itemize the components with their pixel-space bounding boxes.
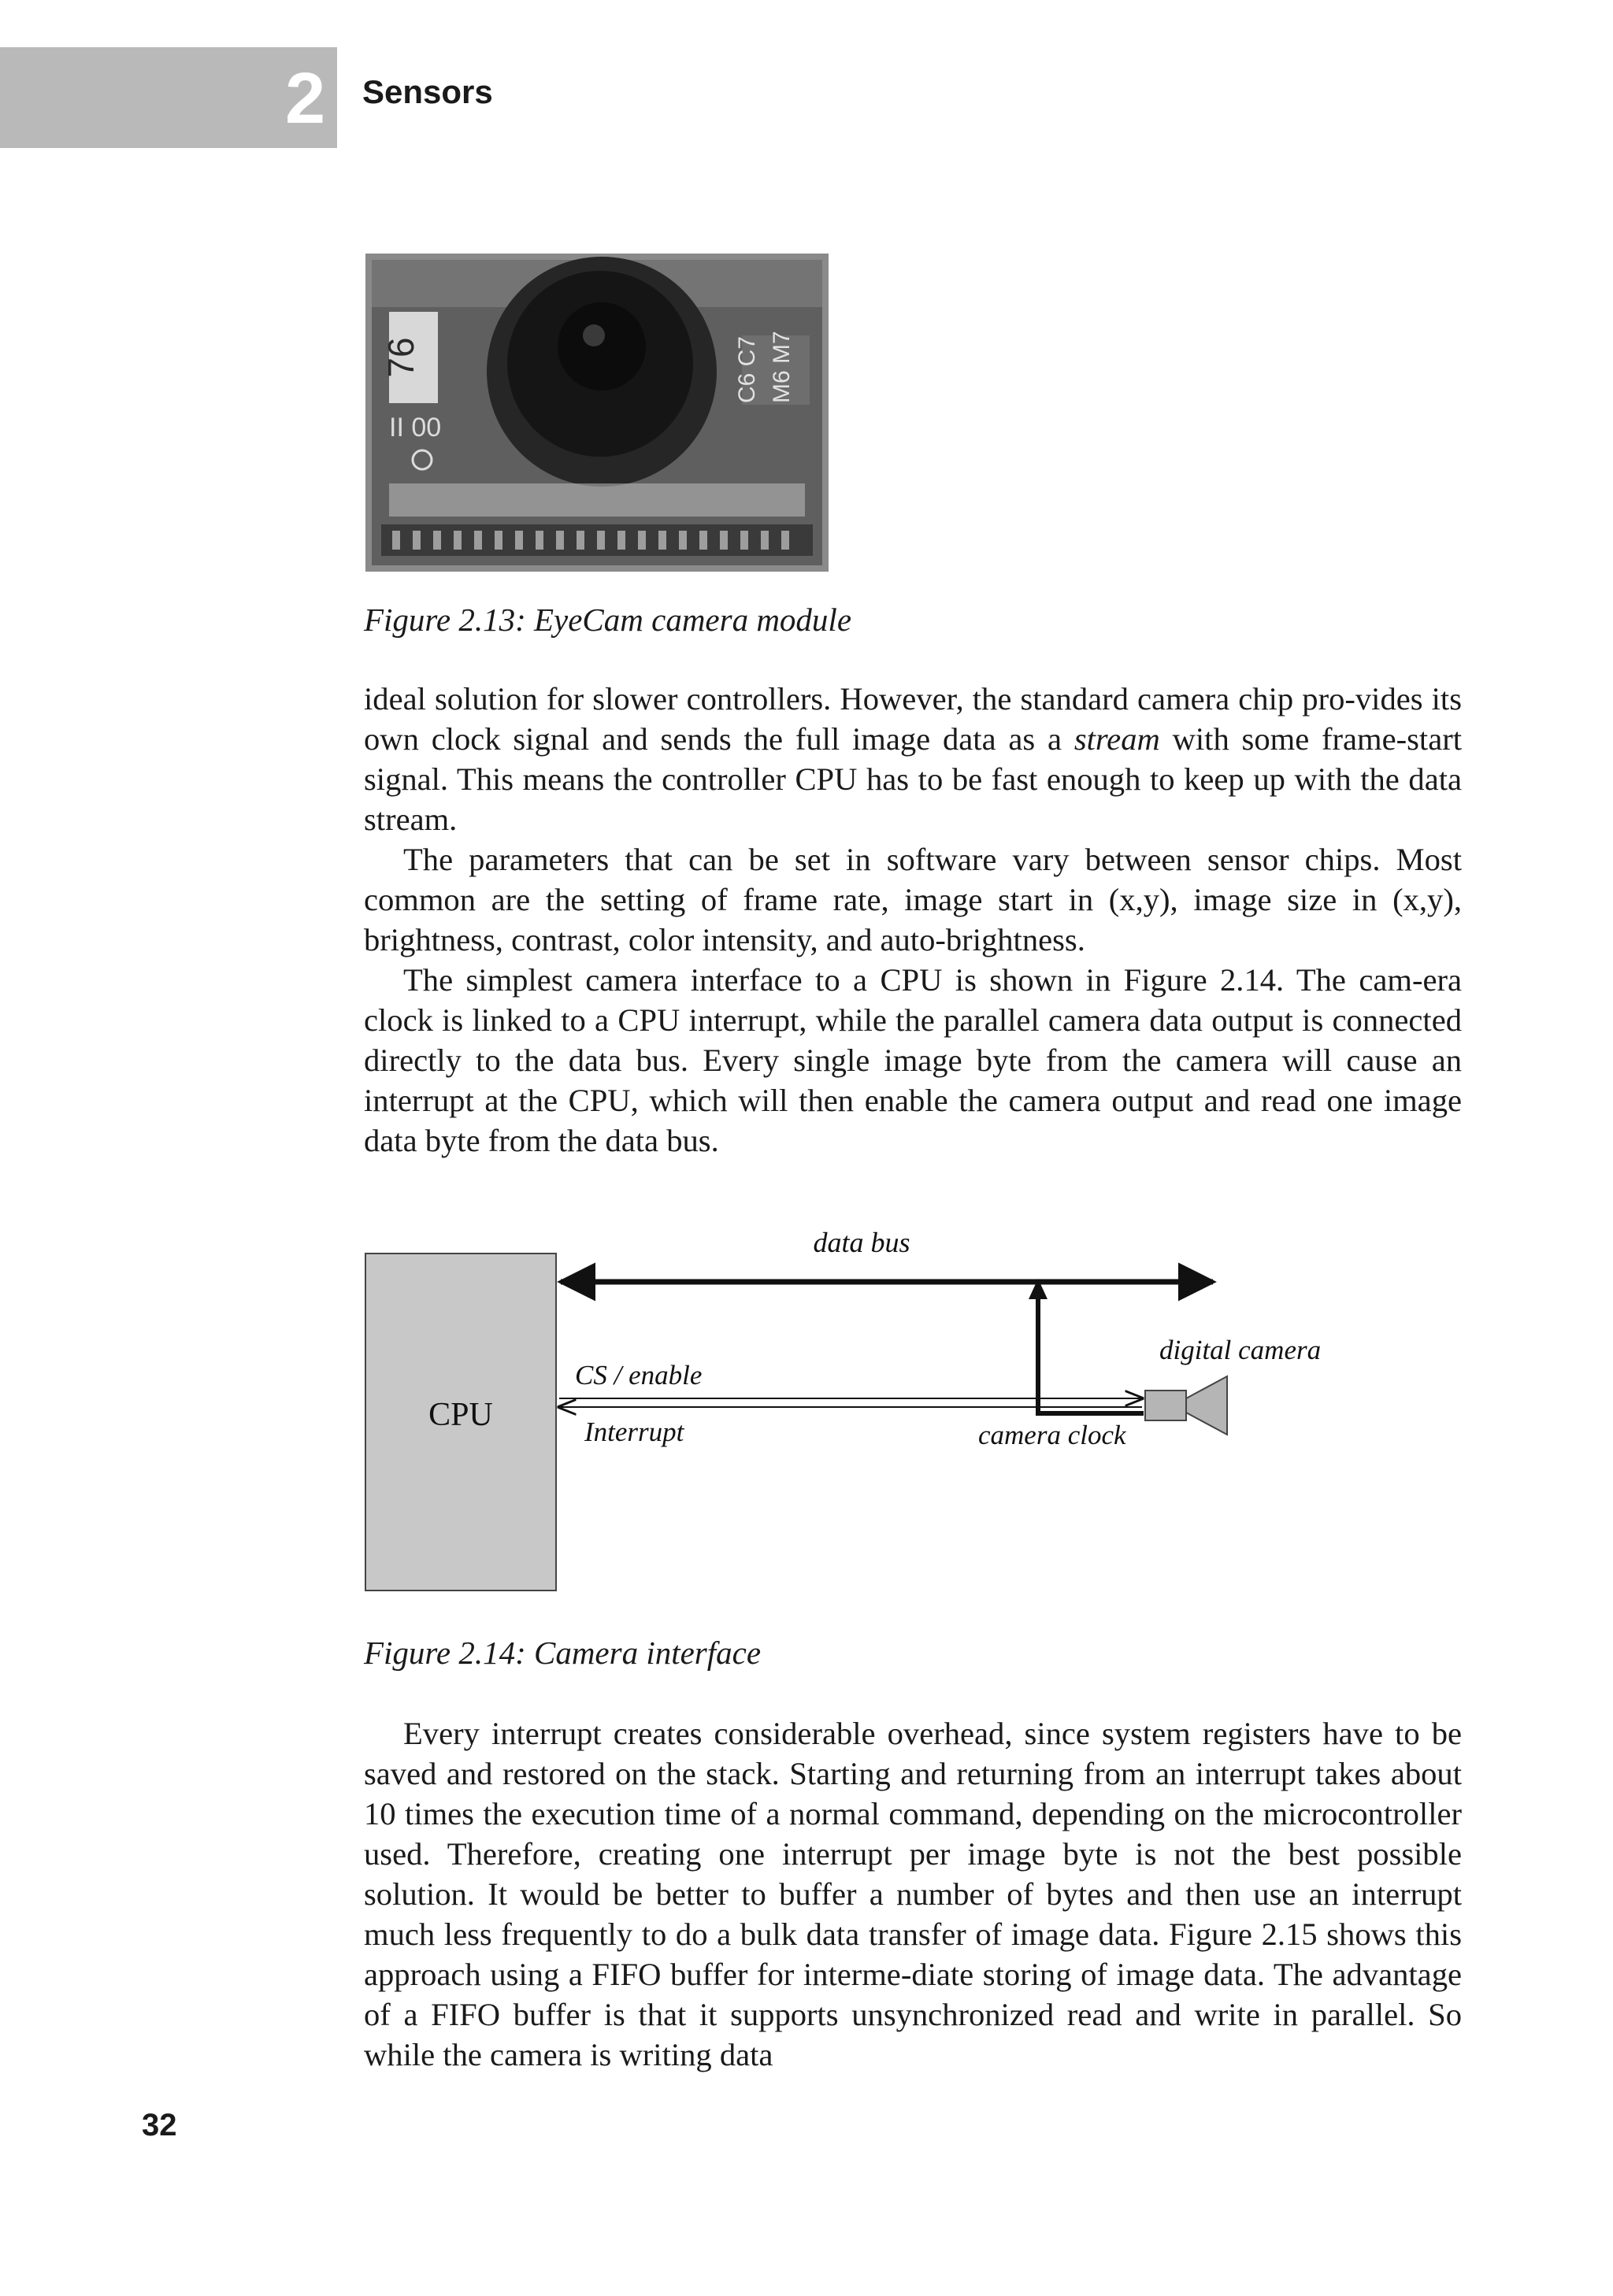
chapter-title: Sensors (362, 73, 493, 110)
data-bus-label: data bus (813, 1227, 910, 1258)
board-marking-label: II 00 (389, 413, 442, 443)
digital-camera-label: digital camera (1159, 1335, 1322, 1365)
camera-data-connection (1038, 1298, 1144, 1413)
paragraph-1: ideal solution for slower controllers. However, the standard camera chip pro-vides its own clock signal and sends the full image data as a stream with some frame-start signal. This means the controller CPU has to be fast enough to keep up with the data stream. (364, 681, 1463, 837)
camera-body (1145, 1391, 1186, 1420)
cpu-label: CPU (428, 1397, 493, 1433)
interrupt-label: Interrupt (584, 1416, 684, 1447)
emphasis-stream: stream (1073, 721, 1160, 757)
eyecam-module-photo (365, 254, 829, 572)
body-text-block-2 (364, 1713, 1462, 2075)
paragraph-2: The parameters that can be set in software vary between sensor chips. Most common are the setting of frame rate, image start in (x,y), image size in (x,y), brightness, contrast, color intensity, and auto-brightness. (364, 842, 1462, 957)
body-text-block-1 (364, 679, 1462, 1161)
page-number: 32 (142, 2108, 177, 2142)
camera-lens (1186, 1376, 1227, 1435)
chapter-number: 2 (285, 58, 326, 139)
camera-interface-diagram (347, 1213, 1370, 1606)
paragraph-3: The simplest camera interface to a CPU is shown in Figure 2.14. The cam-era clock is linked to a CPU interrupt, while the parallel camera data output is connected directly to the data bus. Every single image byte from the camera will cause an interrupt at the CPU, which will then enable the camera output and read one image data byte from the data bus. (364, 962, 1462, 1158)
board-chip-label-b: M6 M7 (769, 331, 795, 403)
camera-clock-label: camera clock (978, 1420, 1126, 1450)
board-tag-label: 76 (380, 337, 421, 378)
cs-enable-label: CS / enable (575, 1360, 703, 1391)
paragraph-4: Every interrupt creates considerable overhead, since system registers have to be saved and restored on the stack. Starting and returning from an interrupt takes about 10 times the execution time of a normal command, depending on the microcontroller used. Therefore, creating one interrupt per image byte is not the best possible solution. It would be better to buffer a number of bytes and then use an interrupt much less frequently to do a bulk data transfer of image data. Figure 2.15 shows this approach using a FIFO buffer for interme-diate storing of image data. The advantage of a FIFO buffer is that it supports unsynchronized read and write in parallel. So while the camera is writing data (364, 1716, 1462, 2072)
figure-2-13-caption: Figure 2.13: EyeCam camera module (364, 602, 852, 638)
figure-2-14-caption: Figure 2.14: Camera interface (364, 1635, 762, 1671)
board-chip-label-a: C6 C7 (734, 335, 760, 403)
